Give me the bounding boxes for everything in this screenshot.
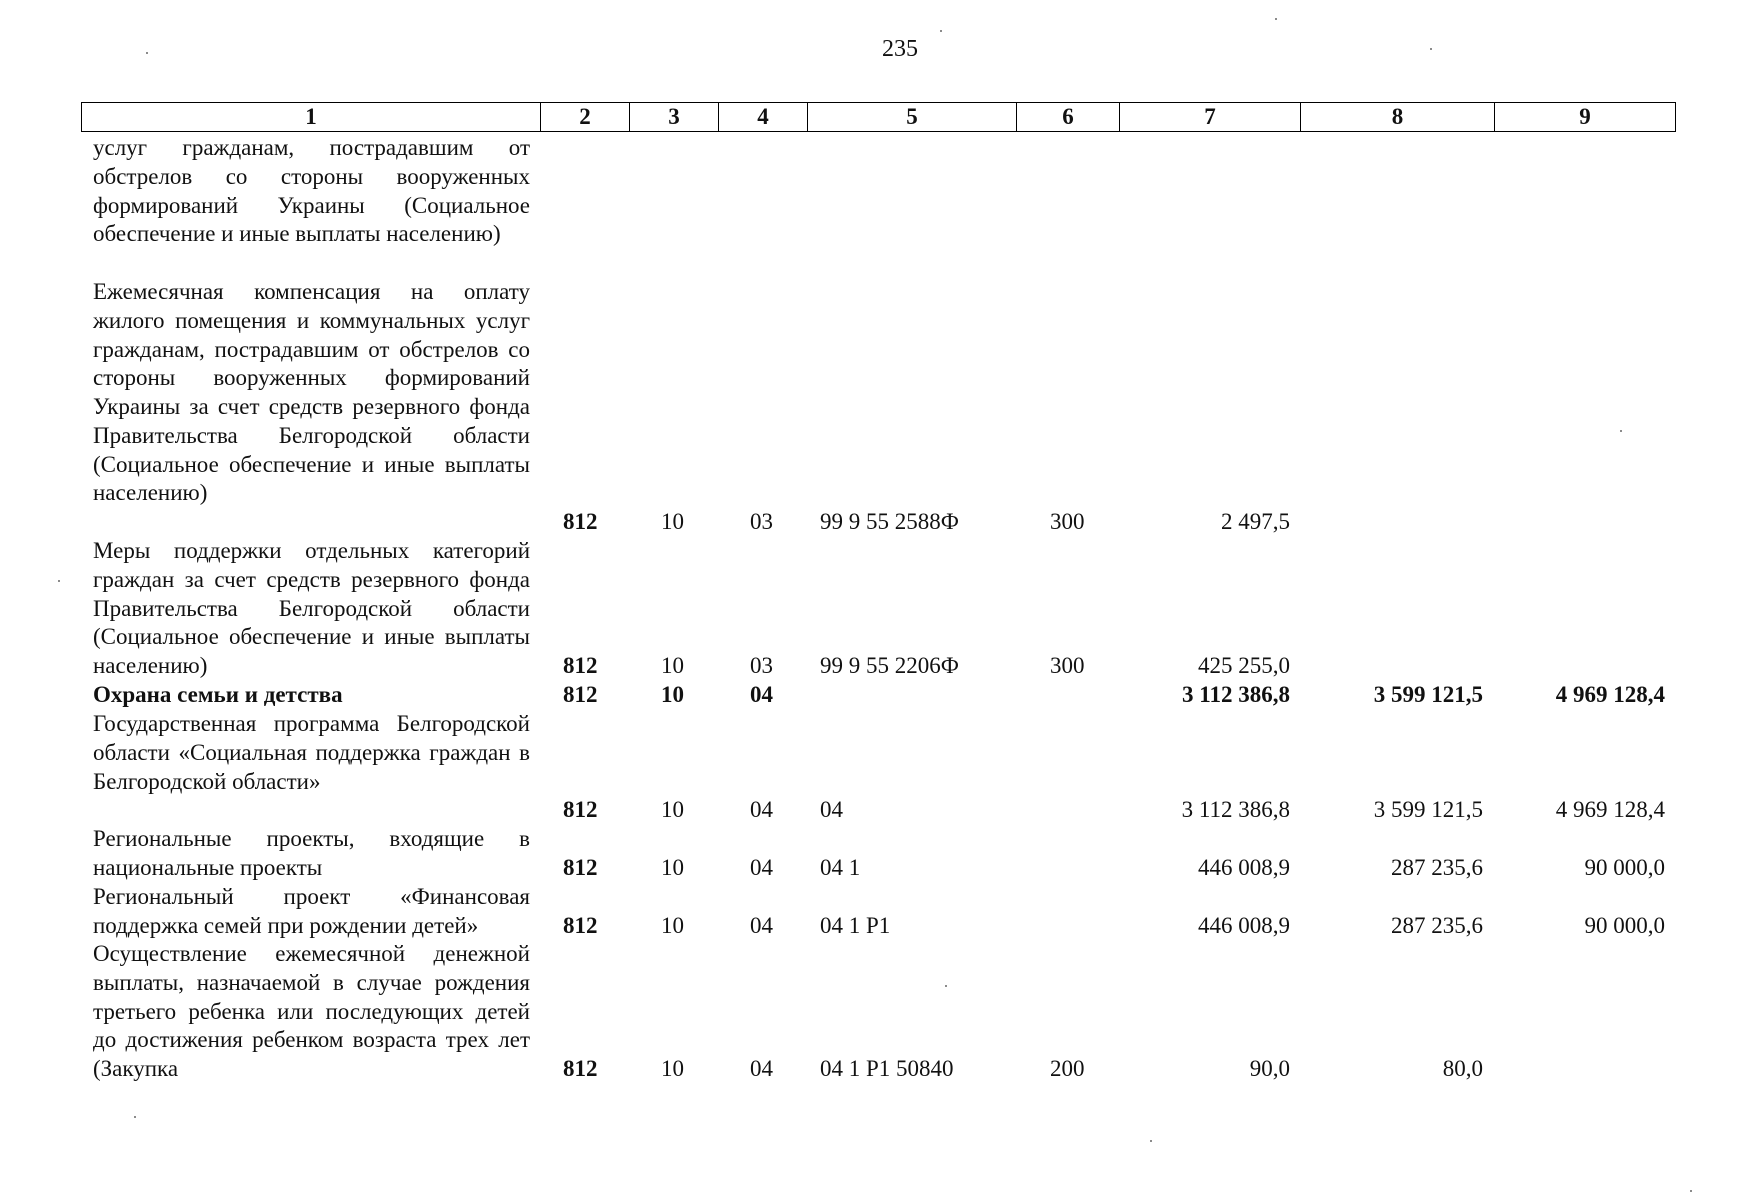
column-header-2: 2 <box>541 103 630 132</box>
cell-ministry-code: 812 <box>563 653 598 678</box>
scan-speck <box>1430 48 1432 50</box>
cell-target-article: 99 9 55 2206Ф <box>820 653 959 678</box>
scan-speck <box>1150 1140 1152 1142</box>
cell-section: 10 <box>661 509 684 534</box>
cell-amount-col7: 3 112 386,8 <box>1181 797 1290 822</box>
cell-subsection: 04 <box>750 682 773 707</box>
scan-speck <box>1275 18 1277 20</box>
cell-target-article: 04 1 Р1 <box>820 913 891 938</box>
cell-subsection: 03 <box>750 509 773 534</box>
row-description: Ежемесячная компенсация на оплату жилого помещения и коммунальных услуг гражданам, пострадавшим от обстрелов со стороны вооруженных формирований Украины за счет средств резервного фонда Правительства Белгородской области (Социальное обеспечение и иные выплаты населению) <box>93 279 530 506</box>
column-header-4: 4 <box>719 103 808 132</box>
cell-expense-type: 300 <box>1050 653 1085 678</box>
page-number: 235 <box>882 36 918 62</box>
cell-amount-col7: 425 255,0 <box>1198 653 1290 678</box>
scan-speck <box>58 580 60 582</box>
row-description: услуг гражданам, пострадавшим от обстрелов со стороны вооруженных формирований Украины (Социальное обеспечение и иные выплаты населению) <box>93 135 530 247</box>
cell-ministry-code: 812 <box>563 1056 598 1081</box>
column-header-5: 5 <box>808 103 1017 132</box>
cell-ministry-code: 812 <box>563 682 598 707</box>
cell-section: 10 <box>661 797 684 822</box>
cell-section: 10 <box>661 913 684 938</box>
row-description: Региональный проект «Финансовая поддержка семей при рождении детей» <box>93 884 530 938</box>
cell-section: 10 <box>661 653 684 678</box>
cell-subsection: 04 <box>750 855 773 880</box>
scan-speck <box>1620 430 1622 432</box>
cell-target-article: 99 9 55 2588Ф <box>820 509 959 534</box>
cell-section: 10 <box>661 855 684 880</box>
cell-amount-col8: 80,0 <box>1442 1056 1483 1081</box>
cell-amount-col8: 287 235,6 <box>1391 855 1483 880</box>
cell-amount-col8: 3 599 121,5 <box>1373 682 1483 707</box>
cell-subsection: 03 <box>750 653 773 678</box>
scan-speck <box>146 52 148 54</box>
cell-subsection: 04 <box>750 913 773 938</box>
cell-amount-col8: 287 235,6 <box>1391 913 1483 938</box>
scan-speck <box>940 30 942 32</box>
row-description: Осуществление ежемесячной денежной выплаты, назначаемой в случае рождения третьего ребенка или последующих детей до достижения ребенком возраста трех лет (Закупка <box>93 941 530 1081</box>
cell-subsection: 04 <box>750 797 773 822</box>
cell-amount-col9: 90 000,0 <box>1584 855 1665 880</box>
cell-expense-type: 300 <box>1050 509 1085 534</box>
cell-ministry-code: 812 <box>563 913 598 938</box>
cell-target-article: 04 <box>820 797 843 822</box>
cell-subsection: 04 <box>750 1056 773 1081</box>
cell-amount-col7: 446 008,9 <box>1198 913 1290 938</box>
cell-ministry-code: 812 <box>563 855 598 880</box>
row-description: Региональные проекты, входящие в национальные проекты <box>93 826 530 880</box>
column-header-8: 8 <box>1301 103 1495 132</box>
cell-expense-type: 200 <box>1050 1056 1085 1081</box>
cell-amount-col9: 4 969 128,4 <box>1555 682 1665 707</box>
cell-amount-col9: 4 969 128,4 <box>1555 797 1665 822</box>
row-description: Охрана семьи и детства <box>93 682 343 707</box>
scan-speck <box>945 985 947 987</box>
cell-amount-col7: 446 008,9 <box>1198 855 1290 880</box>
scan-speck <box>1690 1190 1692 1192</box>
column-header-3: 3 <box>630 103 719 132</box>
cell-section: 10 <box>661 1056 684 1081</box>
column-header-7: 7 <box>1120 103 1301 132</box>
cell-target-article: 04 1 <box>820 855 861 880</box>
cell-amount-col7: 2 497,5 <box>1221 509 1290 534</box>
column-header-row <box>81 102 1676 132</box>
column-header-9: 9 <box>1495 103 1676 132</box>
column-header-1: 1 <box>82 103 541 132</box>
column-header-6: 6 <box>1017 103 1120 132</box>
cell-amount-col7: 3 112 386,8 <box>1182 682 1290 707</box>
scan-speck <box>134 1116 136 1118</box>
cell-amount-col9: 90 000,0 <box>1584 913 1665 938</box>
cell-amount-col7: 90,0 <box>1249 1056 1290 1081</box>
row-description: Меры поддержки отдельных категорий граждан за счет средств резервного фонда Правительства Белгородской области (Социальное обеспечение и иные выплаты населению) <box>93 538 530 678</box>
cell-ministry-code: 812 <box>563 509 598 534</box>
cell-target-article: 04 1 Р1 50840 <box>820 1056 954 1081</box>
cell-section: 10 <box>661 682 684 707</box>
cell-ministry-code: 812 <box>563 797 598 822</box>
row-description: Государственная программа Белгородской области «Социальная поддержка граждан в Белгородской области» <box>93 711 530 794</box>
cell-amount-col8: 3 599 121,5 <box>1373 797 1483 822</box>
